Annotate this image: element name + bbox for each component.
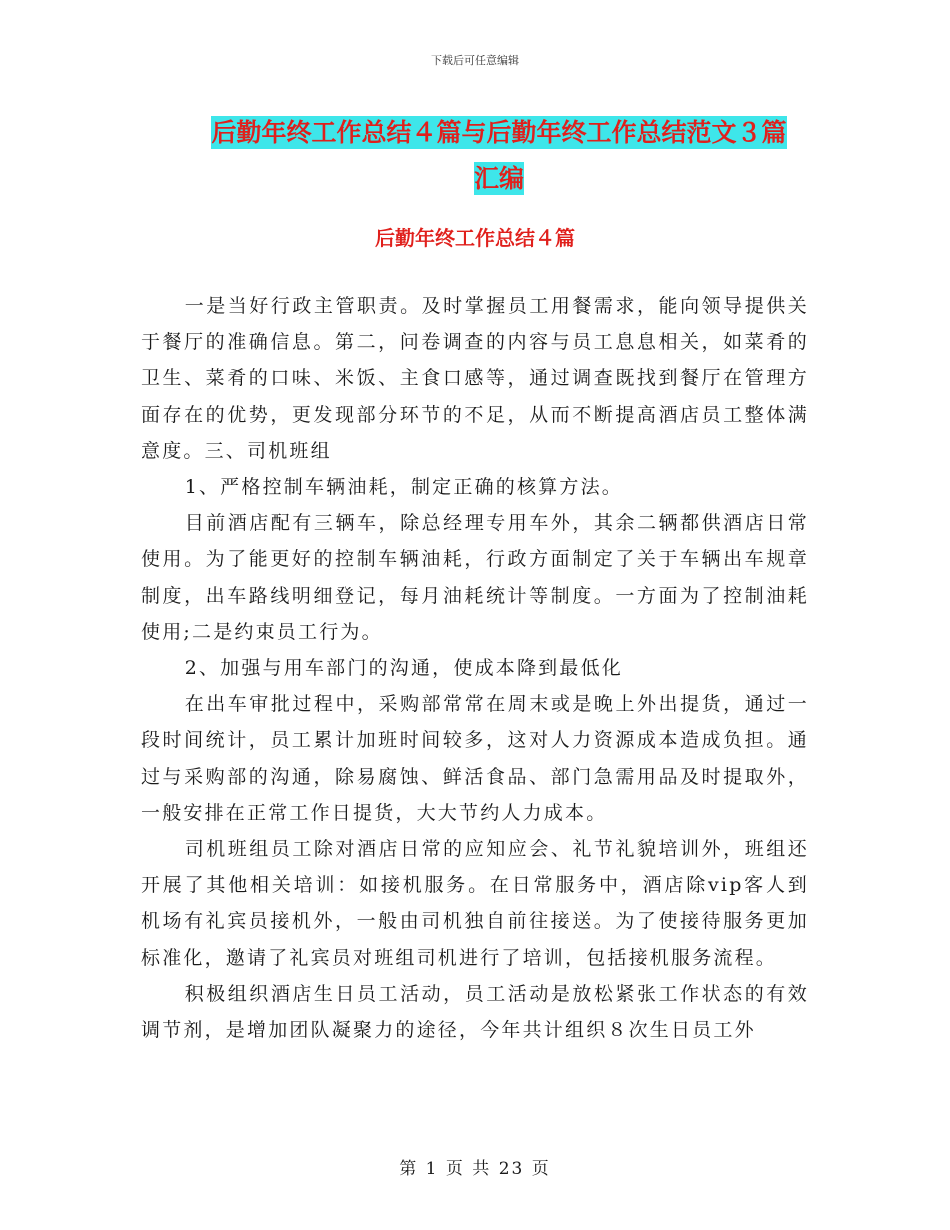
title-line-1: 后勤年终工作总结４篇与后勤年终工作总结范文３篇 [211,118,787,147]
paragraph: 司机班组员工除对酒店日常的应知应会、礼节礼貌培训外，班组还开展了其他相关培训：如接机服务。在日常服务中，酒店除vip客人到机场有礼宾员接机外，一般由司机独自前往接送。为了使接待服务更加标准化，邀请了礼宾员对班组司机进行了培训，包括接机服务流程。 [141,838,809,969]
page-footer: 第 1 页 共 23 页 [399,1159,551,1179]
document-title [196,110,802,202]
document-body [141,288,809,1048]
paragraph: 1、严格控制车辆油耗，制定正确的核算方法。 [184,476,623,499]
paragraph: 一是当好行政主管职责。及时掌握员工用餐需求，能向领导提供关于餐厅的准确信息。第二，问卷调查的内容与员工息息相关，如菜肴的卫生、菜肴的口味、米饭、主食口感等，通过调查既找到餐厅在管理方面存在的优势，更发现部分环节的不足，从而不断提高酒店员工整体满意度。三、司机班组 [141,295,809,462]
section-title: 后勤年终工作总结４篇 [375,226,575,250]
paragraph: 积极组织酒店生日员工活动，员工活动是放松紧张工作状态的有效调节剂，是增加团队凝聚力的途径，今年共计组织８次生日员工外 [141,982,809,1042]
paragraph: 目前酒店配有三辆车，除总经理专用车外，其余二辆都供酒店日常使用。为了能更好的控制车辆油耗，行政方面制定了关于车辆出车规章制度，出车路线明细登记，每月油耗统计等制度。一方面为了控制油耗使用;二是约束员工行为。 [141,512,809,643]
title-line-2: 汇编 [473,164,524,193]
paragraph: 在出车审批过程中，采购部常常在周末或是晚上外出提货，通过一段时间统计，员工累计加班时间较多，这对人力资源成本造成负担。通过与采购部的沟通，除易腐蚀、鲜活食品、部门急需用品及时提取外，一般安排在正常工作日提货，大大节约人力成本。 [141,693,809,824]
page-header: 下载后可任意编辑 [431,54,519,67]
paragraph: 2、加强与用车部门的沟通，使成本降到最低化 [184,657,623,680]
